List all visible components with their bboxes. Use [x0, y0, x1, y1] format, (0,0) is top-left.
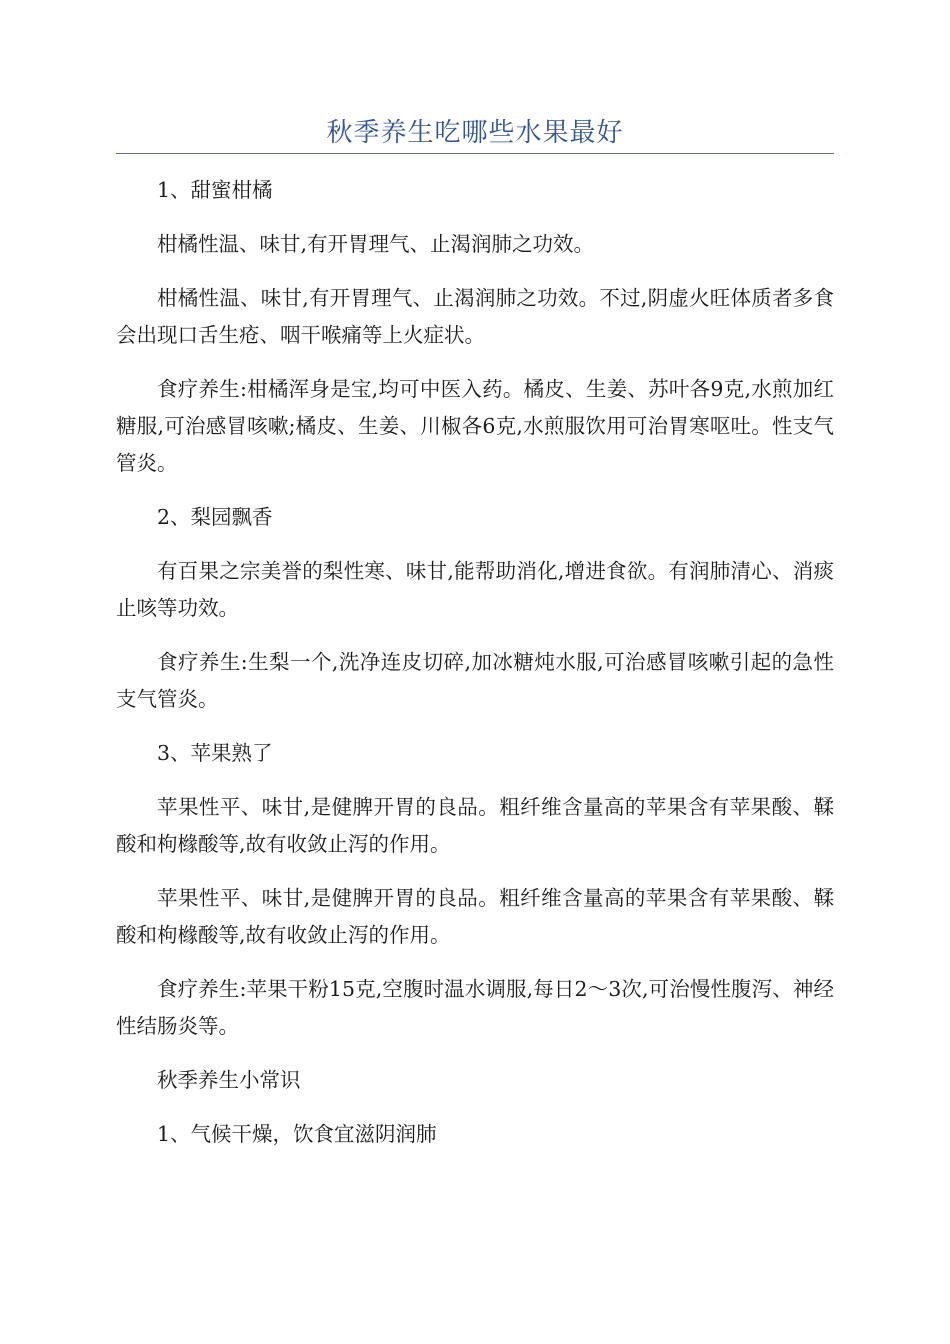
section-heading: 3、苹果熟了 — [157, 741, 273, 765]
paragraph: 食疗养生:苹果干粉15克,空腹时温水调服,每日2～3次,可治慢性腹泻、神经性结肠炎等。 — [116, 977, 834, 1038]
paragraph: 有百果之宗美誉的梨性寒、味甘,能帮助消化,增进食欲。有润肺清心、消痰止咳等功效。 — [116, 559, 834, 620]
paragraph: 苹果性平、味甘,是健脾开胃的良品。粗纤维含量高的苹果含有苹果酸、鞣酸和枸橼酸等,故有收敛止泻的作用。 — [116, 795, 834, 856]
paragraph: 食疗养生:柑橘浑身是宝,均可中医入药。橘皮、生姜、苏叶各9克,水煎加红糖服,可治感冒咳嗽;橘皮、生姜、川椒各6克,水煎服饮用可治胃寒呕吐。性支气管炎。 — [116, 377, 834, 475]
paragraph: 柑橘性温、味甘,有开胃理气、止渴润肺之功效。不过,阴虚火旺体质者多食会出现口舌生疮、咽干喉痛等上火症状。 — [116, 286, 834, 347]
document-body — [116, 172, 834, 1170]
document-title: 秋季养生吃哪些水果最好 — [326, 118, 624, 148]
title-underline — [116, 153, 834, 154]
section-heading: 2、梨园飘香 — [157, 505, 273, 529]
paragraph: 苹果性平、味甘,是健脾开胃的良品。粗纤维含量高的苹果含有苹果酸、鞣酸和枸橼酸等,故有收敛止泻的作用。 — [116, 886, 834, 947]
section-heading: 秋季养生小常识 — [157, 1068, 301, 1092]
paragraph: 食疗养生:生梨一个,洗净连皮切碎,加冰糖炖水服,可治感冒咳嗽引起的急性支气管炎。 — [116, 650, 834, 711]
paragraph: 柑橘性温、味甘,有开胃理气、止渴润肺之功效。 — [157, 232, 595, 256]
section-heading: 1、甜蜜柑橘 — [157, 178, 273, 202]
section-heading: 1、气候干燥，饮食宜滋阴润肺 — [157, 1122, 437, 1146]
